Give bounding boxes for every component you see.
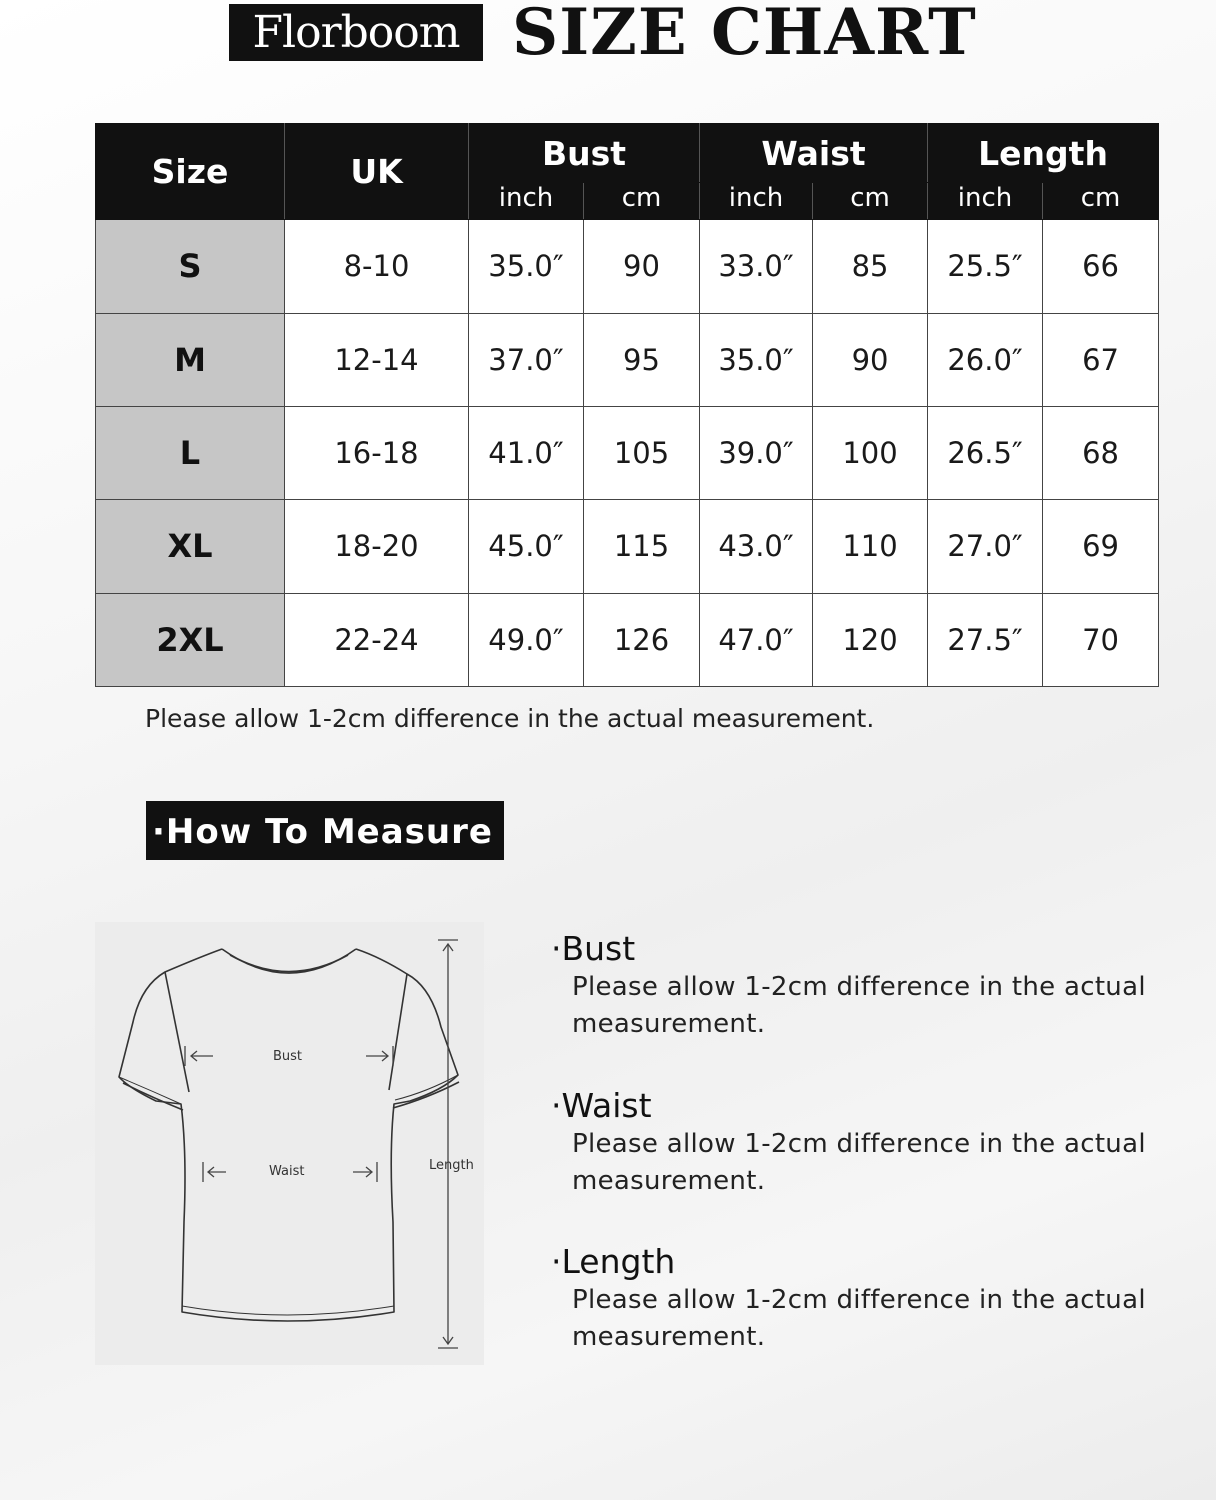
table-header-row bbox=[96, 124, 1159, 183]
bust-inch-cell: 37.0″ bbox=[469, 313, 584, 406]
bust-inch-cell: 45.0″ bbox=[469, 500, 584, 593]
bust-inch-cell: 49.0″ bbox=[469, 593, 584, 686]
measure-desc-line: measurement. bbox=[572, 1009, 766, 1039]
uk-cell: 16-18 bbox=[285, 406, 469, 499]
header-bust: Bust bbox=[469, 124, 700, 183]
measure-item-bust bbox=[551, 929, 1191, 1043]
waist-inch-cell: 35.0″ bbox=[700, 313, 813, 406]
how-to-measure-heading: ·How To Measure bbox=[146, 801, 504, 860]
diagram-label-bust: Bust bbox=[273, 1049, 303, 1064]
tshirt-diagram bbox=[95, 922, 484, 1365]
header-waist: Waist bbox=[700, 124, 928, 183]
measure-title: ·Bust bbox=[551, 929, 636, 968]
measure-desc-line: Please allow 1-2cm difference in the actual bbox=[572, 1129, 1146, 1159]
length-cm-cell: 66 bbox=[1043, 220, 1159, 313]
bust-cm-cell: 95 bbox=[584, 313, 700, 406]
waist-cm-cell: 110 bbox=[813, 500, 928, 593]
table-row bbox=[96, 313, 1159, 406]
bust-inch-cell: 35.0″ bbox=[469, 220, 584, 313]
subheader-bust-cm: cm bbox=[584, 183, 700, 220]
bust-cm-cell: 126 bbox=[584, 593, 700, 686]
size-label: 2XL bbox=[96, 593, 285, 686]
uk-cell: 18-20 bbox=[285, 500, 469, 593]
table-row bbox=[96, 220, 1159, 313]
size-label: XL bbox=[96, 500, 285, 593]
waist-inch-cell: 39.0″ bbox=[700, 406, 813, 499]
measure-desc-line: Please allow 1-2cm difference in the actual bbox=[572, 1285, 1146, 1315]
length-cm-cell: 68 bbox=[1043, 406, 1159, 499]
bust-cm-cell: 105 bbox=[584, 406, 700, 499]
length-inch-cell: 27.5″ bbox=[928, 593, 1043, 686]
subheader-bust-inch: inch bbox=[469, 183, 584, 220]
brand-logo: Florboom bbox=[229, 4, 483, 61]
measure-desc-line: Please allow 1-2cm difference in the actual bbox=[572, 972, 1146, 1002]
measure-item-length bbox=[551, 1242, 1191, 1356]
measurement-note: Please allow 1-2cm difference in the actual measurement. bbox=[145, 704, 875, 733]
page-title: SIZE CHART bbox=[512, 0, 977, 70]
measure-title: ·Length bbox=[551, 1242, 676, 1281]
uk-cell: 12-14 bbox=[285, 313, 469, 406]
waist-cm-cell: 120 bbox=[813, 593, 928, 686]
measure-desc-line: measurement. bbox=[572, 1166, 766, 1196]
size-label: M bbox=[96, 313, 285, 406]
measure-title: ·Waist bbox=[551, 1086, 652, 1125]
waist-cm-cell: 85 bbox=[813, 220, 928, 313]
waist-inch-cell: 47.0″ bbox=[700, 593, 813, 686]
length-cm-cell: 67 bbox=[1043, 313, 1159, 406]
bust-inch-cell: 41.0″ bbox=[469, 406, 584, 499]
header-length: Length bbox=[928, 124, 1159, 183]
length-inch-cell: 27.0″ bbox=[928, 500, 1043, 593]
length-inch-cell: 26.0″ bbox=[928, 313, 1043, 406]
waist-cm-cell: 90 bbox=[813, 313, 928, 406]
length-cm-cell: 70 bbox=[1043, 593, 1159, 686]
size-label: L bbox=[96, 406, 285, 499]
measure-item-waist bbox=[551, 1086, 1191, 1200]
length-inch-cell: 26.5″ bbox=[928, 406, 1043, 499]
subheader-length-cm: cm bbox=[1043, 183, 1159, 220]
size-chart-table bbox=[95, 123, 1159, 687]
table-row bbox=[96, 500, 1159, 593]
measure-desc-line: measurement. bbox=[572, 1322, 766, 1352]
diagram-label-waist: Waist bbox=[269, 1164, 305, 1179]
uk-cell: 8-10 bbox=[285, 220, 469, 313]
header-size: Size bbox=[96, 124, 285, 220]
subheader-length-inch: inch bbox=[928, 183, 1043, 220]
waist-cm-cell: 100 bbox=[813, 406, 928, 499]
table-row bbox=[96, 593, 1159, 686]
bust-cm-cell: 115 bbox=[584, 500, 700, 593]
tshirt-outline-icon bbox=[95, 922, 484, 1365]
subheader-waist-cm: cm bbox=[813, 183, 928, 220]
length-cm-cell: 69 bbox=[1043, 500, 1159, 593]
subheader-waist-inch: inch bbox=[700, 183, 813, 220]
header-uk: UK bbox=[285, 124, 469, 220]
table-row bbox=[96, 406, 1159, 499]
length-inch-cell: 25.5″ bbox=[928, 220, 1043, 313]
waist-inch-cell: 33.0″ bbox=[700, 220, 813, 313]
size-label: S bbox=[96, 220, 285, 313]
waist-inch-cell: 43.0″ bbox=[700, 500, 813, 593]
uk-cell: 22-24 bbox=[285, 593, 469, 686]
bust-cm-cell: 90 bbox=[584, 220, 700, 313]
diagram-label-length: Length bbox=[429, 1158, 474, 1173]
